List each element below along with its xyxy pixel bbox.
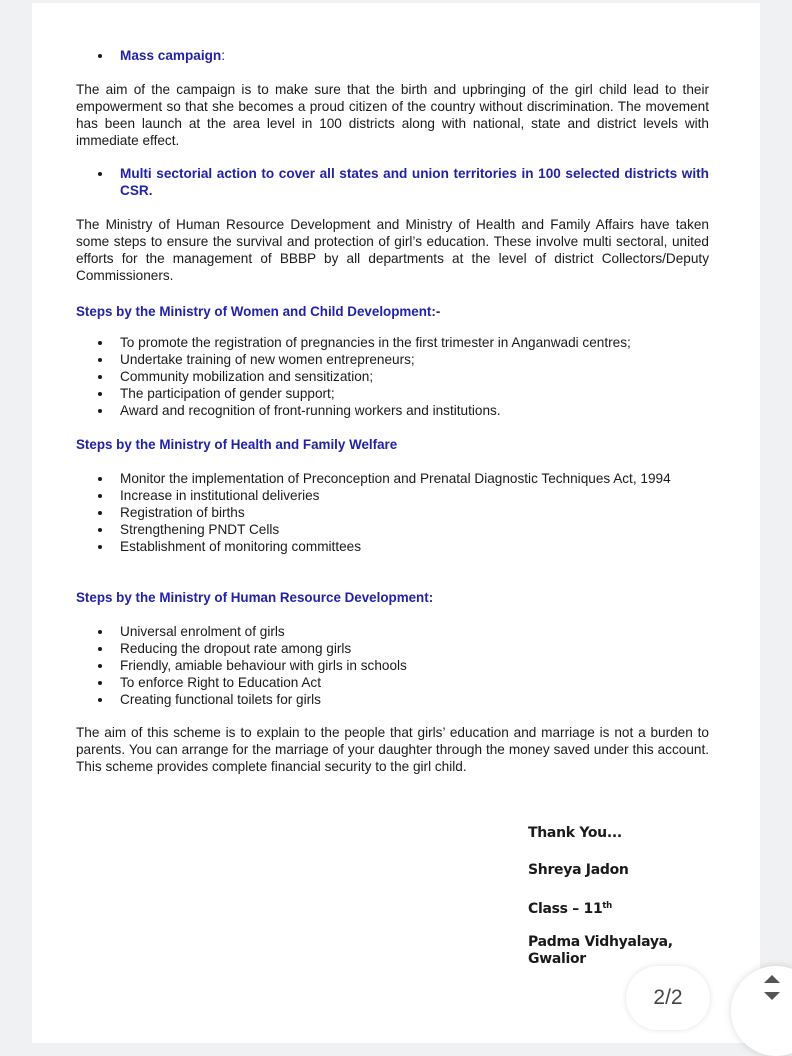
section-heading-wcd: Steps by the Ministry of Women and Child Development:- [76, 304, 441, 319]
closing-paragraph: The aim of this scheme is to explain to the people that girls’ education and marriage is not a burden to parents. You can arrange for the marriage of your daughter through the money saved under this account. This scheme provides complete financial security to the girl child. [76, 725, 709, 774]
list-item [76, 521, 709, 538]
section-list-wcd [76, 334, 709, 419]
signature-class-suffix: th [602, 901, 612, 911]
signature-class [528, 898, 612, 918]
bullet-icon [98, 528, 102, 532]
multi-sectorial-label: Multi sectorial action to cover all states and union territories in 100 selected districts with CSR. [120, 166, 709, 198]
bullet-icon [98, 664, 102, 668]
bullet-icon [98, 341, 102, 345]
list-item [76, 657, 709, 674]
scroll-down-icon[interactable] [764, 992, 780, 1000]
list-item [76, 470, 709, 487]
list-item-text: Community mobilization and sensitization; [120, 369, 374, 384]
bullet-icon [98, 409, 102, 413]
list-item-text: Registration of births [120, 505, 245, 520]
list-item [76, 674, 709, 691]
list-item-text: Universal enrolment of girls [120, 624, 285, 639]
list-item-text: To promote the registration of pregnancies in the first trimester in Anganwadi centres; [120, 335, 631, 350]
bullet-icon [98, 630, 102, 634]
list-item [76, 691, 709, 708]
document-page [32, 3, 760, 1043]
bullet-icon [98, 545, 102, 549]
bullet-icon [98, 172, 102, 176]
bullet-icon [98, 494, 102, 498]
list-item [76, 538, 709, 555]
mass-campaign-colon: : [221, 48, 226, 63]
bullet-icon [98, 392, 102, 396]
list-item [76, 385, 709, 402]
section-heading-health: Steps by the Ministry of Health and Family Welfare [76, 437, 398, 452]
bullet-icon [98, 358, 102, 362]
bullet-icon [98, 647, 102, 651]
mass-campaign-item [76, 47, 709, 64]
page-indicator: 2/2 [626, 966, 710, 1030]
list-item [76, 504, 709, 521]
list-item [76, 334, 709, 351]
section-list-hrd [76, 623, 709, 708]
list-item-text: Award and recognition of front-running workers and institutions. [120, 403, 501, 418]
list-item [76, 487, 709, 504]
list-item-text: Monitor the implementation of Preconception and Prenatal Diagnostic Techniques Act, 1994 [120, 471, 671, 486]
list-item-text: Friendly, amiable behaviour with girls in schools [120, 658, 407, 673]
signature-thanks: Thank You... [528, 825, 622, 841]
list-item-text: To enforce Right to Education Act [120, 675, 322, 690]
list-item-text: Undertake training of new women entrepreneurs; [120, 352, 415, 367]
list-item [76, 640, 709, 657]
bullet-icon [98, 698, 102, 702]
scroll-up-icon[interactable] [764, 975, 780, 983]
list-item-text: Reducing the dropout rate among girls [120, 641, 352, 656]
list-item-text: Increase in institutional deliveries [120, 488, 320, 503]
section-heading-hrd: Steps by the Ministry of Human Resource Development: [76, 590, 434, 605]
section-list-health [76, 470, 709, 555]
mass-campaign-paragraph: The aim of the campaign is to make sure that the birth and upbringing of the girl child lead to their empowerment so that she becomes a proud citizen of the country without discrimination. The movement has been launch at the area level in 100 districts along with national, state and district levels with immediate effect. [76, 82, 709, 148]
bullet-icon [98, 375, 102, 379]
bullet-icon [98, 681, 102, 685]
mass-campaign-label: Mass campaign [120, 48, 222, 63]
list-item-text: Establishment of monitoring committees [120, 539, 362, 554]
list-item [76, 623, 709, 640]
bullet-icon [98, 511, 102, 515]
list-item-text: The participation of gender support; [120, 386, 335, 401]
signature-class-text: Class – 11 [528, 901, 603, 917]
signature-school: Padma Vidhyalaya, Gwalior [528, 934, 673, 967]
list-item-text: Strengthening PNDT Cells [120, 522, 280, 537]
multi-sectorial-item [76, 165, 709, 199]
signature-name: Shreya Jadon [528, 862, 629, 878]
list-item-text: Creating functional toilets for girls [120, 692, 321, 707]
bullet-icon [98, 54, 102, 58]
list-item [76, 351, 709, 368]
list-item [76, 402, 709, 419]
list-item [76, 368, 709, 385]
bullet-icon [98, 477, 102, 481]
multi-sectorial-paragraph: The Ministry of Human Resource Development and Ministry of Health and Family Affairs have taken some steps to ensure the survival and protection of girl’s education. These involve multi sectoral, united efforts for the management of BBBP by all departments at the level of district Collectors/Deputy Commissioners. [76, 217, 709, 283]
